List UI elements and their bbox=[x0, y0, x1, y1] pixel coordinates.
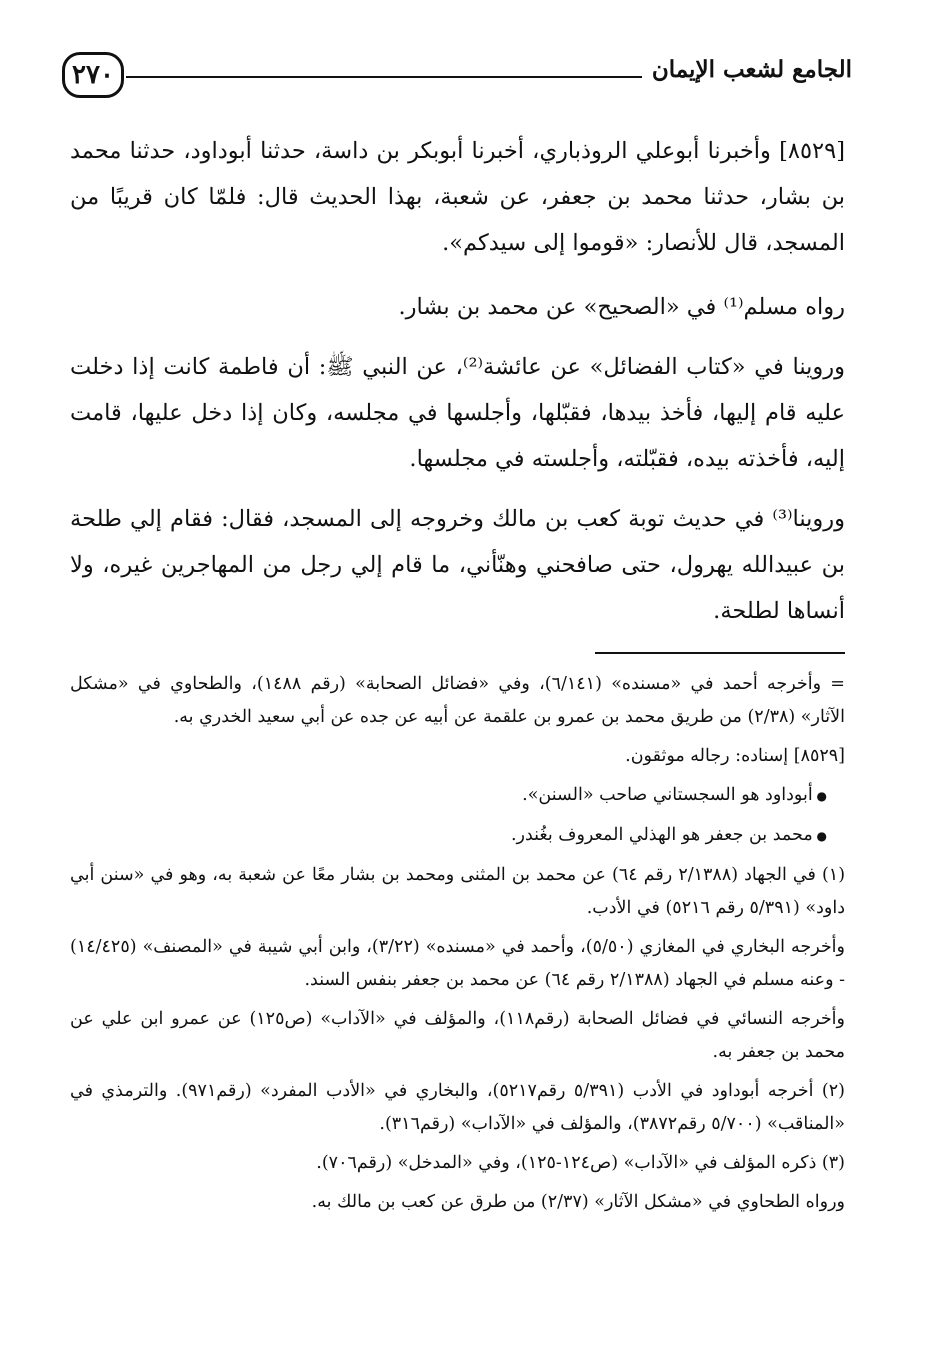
footnote-bullet: ● محمد بن جعفر هو الهذلي المعروف بغُندر. bbox=[70, 819, 845, 853]
hadith-paragraph: [٨٥٢٩] وأخبرنا أبوعلي الروذباري، أخبرنا أبوبكر بن داسة، حدثنا أبوداود، حدثنا محمد بن بشار، حدثنا محمد بن جعفر، عن شعبة، بهذا الحديث قال: فلمّا كان قريبًا من المسجد، قال للأنصار: «قوموا إلى سيدكم». bbox=[70, 138, 845, 256]
main-text bbox=[70, 128, 845, 648]
page-header bbox=[62, 52, 852, 102]
page-number-badge bbox=[62, 52, 124, 98]
footnote-1-cont: وأخرجه البخاري في المغازي (٥/٥٠)، وأحمد في «مسنده» (٣/٢٢)، وابن أبي شيبة في «المصنف» (١٤/٤٢٥) - وعنه مسلم في الجهاد (٢/١٣٨٨ رقم ٦٤) عن محمد بن جعفر بنفس السند. bbox=[70, 937, 845, 990]
kaab-paragraph: وروينا⁽³⁾ في حديث توبة كعب بن مالك وخروجه إلى المسجد، فقال: فقام إلي طلحة بن عبيدالله يهرول، حتى صافحني وهنّأني، ما قام إلي رجل من المهاجرين غيره، ولا أنساها لطلحة. bbox=[70, 506, 846, 624]
narration-paragraph: رواه مسلم⁽¹⁾ في «الصحيح» عن محمد بن بشار. bbox=[398, 294, 845, 320]
page-number: ٢٧٠ bbox=[72, 60, 114, 90]
footnote-3: (٣) ذكره المؤلف في «الآداب» (ص١٢٤-١٢٥)، وفي «المدخل» (رقم٧٠٦). bbox=[316, 1153, 845, 1173]
footnote-3-cont: ورواه الطحاوي في «مشكل الآثار» (٢/٣٧) من طرق عن كعب بن مالك به. bbox=[311, 1192, 845, 1212]
footnote-1-cont: وأخرجه النسائي في فضائل الصحابة (رقم١١٨)، والمؤلف في «الآداب» (ص١٢٥) عن عمرو ابن علي عن محمد بن جعفر به. bbox=[70, 1009, 845, 1062]
header-rule bbox=[126, 76, 642, 78]
footnotes bbox=[70, 668, 845, 1225]
footnote-bullet: ● أبوداود هو السجستاني صاحب «السنن». bbox=[70, 779, 845, 813]
fatima-paragraph: وروينا في «كتاب الفضائل» عن عائشة⁽²⁾، عن النبي ﷺ: أن فاطمة كانت إذا دخلت عليه قام إليها، فأخذ بيدها، فقبّلها، وأجلسها في مجلسه، وكان إذا دخل عليها، قامت إليه، فأخذته بيده، فقبّلته، وأجلسته في مجلسها. bbox=[70, 354, 845, 472]
footnote-continuation: = وأخرجه أحمد في «مسنده» (٦/١٤١)، وفي «فضائل الصحابة» (رقم ١٤٨٨)، والطحاوي في «مشكل الآثار» (٢/٣٨) من طريق محمد بن عمرو بن علقمة عن أبيه عن جده عن أبي سعيد الخدري به. bbox=[70, 674, 845, 727]
footnote-separator bbox=[595, 652, 845, 654]
footnote-isnad: [٨٥٢٩] إسناده: رجاله موثقون. bbox=[625, 746, 845, 766]
footnote-2: (٢) أخرجه أبوداود في الأدب (٥/٣٩١ رقم٥٢١٧)، والبخاري في «الأدب المفرد» (رقم٩٧١). والترمذي في «المناقب» (٥/٧٠٠ رقم٣٨٧٢)، والمؤلف في «الآداب» (رقم٣١٦). bbox=[70, 1081, 845, 1134]
book-title: الجامع لشعب الإيمان bbox=[651, 56, 852, 83]
footnote-1: (١) في الجهاد (٢/١٣٨٨ رقم ٦٤) عن محمد بن المثنى ومحمد بن بشار معًا عن شعبة به، وهو في «سنن أبي داود» (٥/٣٩١ رقم ٥٢١٦) في الأدب. bbox=[70, 865, 846, 918]
